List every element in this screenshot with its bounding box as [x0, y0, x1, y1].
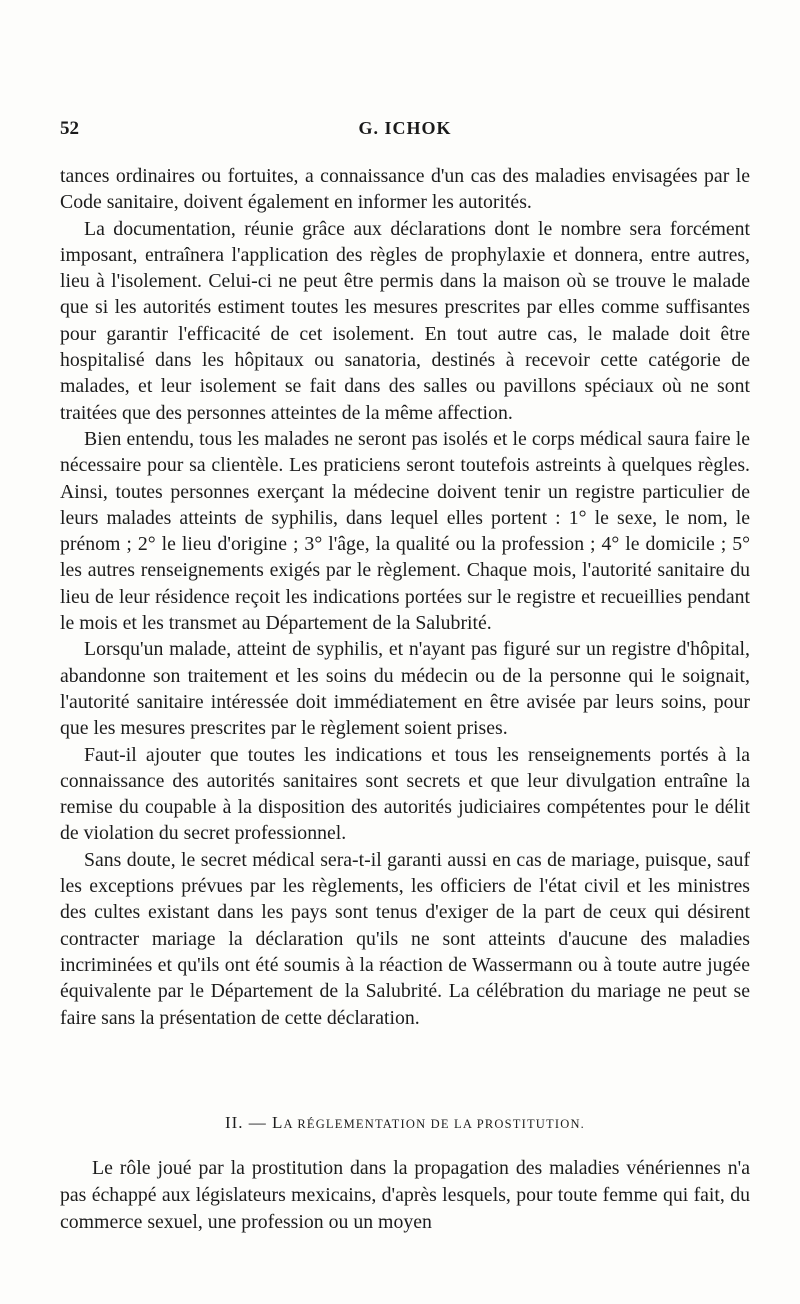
paragraph-prostitution: Le rôle joué par la prostitution dans la propagation des maladies vénériennes n'a pas échappé aux législateurs mexicains, d'après lesquels, pour toute femme qui fait, du commerce sexuel, une profession ou un moyen [60, 1157, 750, 1233]
paragraph-traitement: Lorsqu'un malade, atteint de syphilis, et n'ayant pas figuré sur un registre d'hôpital, abandonne son traitement et les soins du médecin ou de la personne qui le soignait, l'autorité sanitaire intéressée doit immédiatement en être avisée par leurs soins, pour que les mesures prescrites par le règlement soient prises. [60, 638, 750, 740]
body-text [60, 163, 750, 1031]
section-number: II. — L [224, 1113, 284, 1132]
page-number: 52 [60, 118, 79, 139]
paragraph-continued: tances ordinaires ou fortuites, a connaissance d'un cas des maladies envisagées par le Code sanitaire, doivent également en informer les autorités. [60, 165, 750, 214]
paragraph-malades: Bien entendu, tous les malades ne seront pas isolés et le corps médical saura faire le nécessaire pour sa clientèle. Les praticiens seront toutefois astreints à quelques règles. Ainsi, toutes personnes exerçant la médecine doivent tenir un registre particulier de leurs malades atteints de syphilis, dans lequel elles portent : 1° le sexe, le nom, le prénom ; 2° le lieu d'origine ; 3° l'âge, la qualité ou la profession ; 4° le domicile ; 5° les autres renseignements exigés par le règlement. Chaque mois, l'autorité sanitaire du lieu de leur résidence reçoit les indications portées sur le registre et recueillies pendant le mois et les transmet au Département de la Salubrité. [60, 427, 750, 635]
paragraph-documentation: La documentation, réunie grâce aux déclarations dont le nombre sera forcément imposant, entraînera l'application des règles de prophylaxie et donnera, entre autres, lieu à l'isolement. Celui-ci ne peut être permis dans la maison où se trouve le malade que si les autorités estiment toutes les mesures prescrites par elles comme suffisantes pour garantir l'efficacité de cet isolement. En tout autre cas, le malade doit être hospitalisé dans les hôpitaux ou sanatoria, destinés à recevoir cette catégorie de malades, et leur isolement se fait dans des salles ou pavillons spéciaux où ne sont traitées que des personnes atteintes de la même affection. [60, 217, 750, 424]
section-heading [60, 1113, 750, 1133]
paragraph-secret: Faut-il ajouter que toutes les indications et tous les renseignements portés à la connaissance des autorités sanitaires sont secrets et que leur divulgation entraîne la remise du coupable à la disposition des autorités judiciaires compétentes pour le délit de violation du secret professionnel. [60, 743, 750, 845]
section-body [60, 1155, 750, 1236]
running-head-author: G. ICHOK [358, 118, 452, 138]
paragraph-mariage: Sans doute, le secret médical sera-t-il garanti aussi en cas de mariage, puisque, sauf les exceptions prévues par les règlements, les officiers de l'état civil et les ministres des cultes existant dans les pays sont tenus d'exiger de la part de ceux qui désirent contracter mariage la déclaration qu'ils ne sont atteints d'aucune des maladies incriminées et qu'ils ont été soumis à la réaction de Wassermann ou à toute autre jugée équivalente par le Département de la Salubrité. La célébration du mariage ne peut se faire sans la présentation de cette déclaration. [60, 848, 750, 1029]
page-header [60, 118, 750, 148]
section-title: A RÉGLEMENTATION DE LA PROSTITUTION. [283, 1117, 586, 1131]
